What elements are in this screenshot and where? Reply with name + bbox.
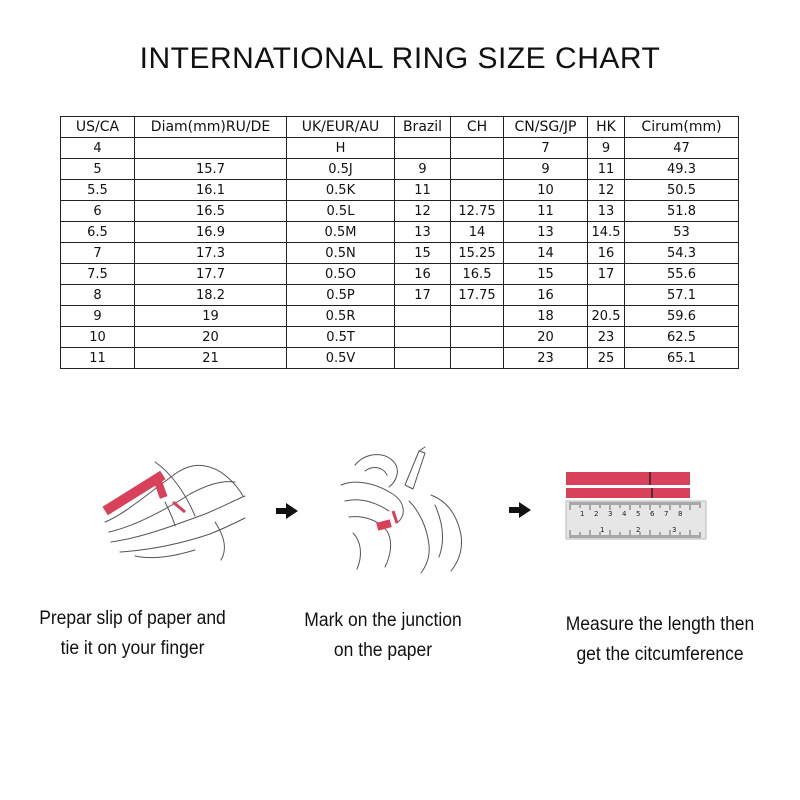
column-header: Brazil (395, 117, 451, 138)
ruler-number: 3 (608, 510, 613, 518)
step-2-caption (286, 606, 479, 666)
table-cell: 7 (504, 138, 588, 159)
step-1-caption-line2: tie it on your finger (60, 638, 205, 659)
step-1-caption-line1: Prepar slip of paper and (39, 608, 226, 629)
page-title: INTERNATIONAL RING SIZE CHART (139, 42, 661, 75)
table-cell: 12 (588, 180, 625, 201)
table-cell: 16.1 (135, 180, 287, 201)
ruler-number: 2 (636, 526, 641, 534)
table-cell: 47 (625, 138, 739, 159)
table-cell: 20.5 (588, 306, 625, 327)
step-1-caption (20, 604, 245, 664)
hand-marking-paper-icon (335, 445, 485, 575)
table-cell: 0.5T (287, 327, 395, 348)
table-cell: 17.7 (135, 264, 287, 285)
table-cell: 57.1 (625, 285, 739, 306)
table-cell: H (287, 138, 395, 159)
table-cell: 7.5 (61, 264, 135, 285)
table-cell: 14 (451, 222, 504, 243)
table-cell: 0.5R (287, 306, 395, 327)
arrow-right-icon (275, 502, 299, 520)
column-header: Cirum(mm) (625, 117, 739, 138)
table-cell: 50.5 (625, 180, 739, 201)
table-cell: 5.5 (61, 180, 135, 201)
table-cell: 15 (504, 264, 588, 285)
table-cell: 4 (61, 138, 135, 159)
table-cell: 25 (588, 348, 625, 369)
column-header: US/CA (61, 117, 135, 138)
table-cell: 0.5O (287, 264, 395, 285)
paper-strip-and-ruler-icon (560, 468, 710, 548)
step-3-caption-line1: Measure the length then (565, 614, 755, 635)
arrow-right-icon (508, 501, 532, 519)
column-header: HK (588, 117, 625, 138)
table-cell: 21 (135, 348, 287, 369)
table-cell: 7 (61, 243, 135, 264)
table-cell: 14.5 (588, 222, 625, 243)
table-cell: 15.7 (135, 159, 287, 180)
table-cell: 55.6 (625, 264, 739, 285)
ruler-number: 1 (580, 510, 585, 518)
table-cell: 54.3 (625, 243, 739, 264)
table-cell: 15.25 (451, 243, 504, 264)
table-cell: 20 (135, 327, 287, 348)
table-cell: 18 (504, 306, 588, 327)
table-cell: 23 (588, 327, 625, 348)
table-cell: 6 (61, 201, 135, 222)
table-cell: 16.5 (451, 264, 504, 285)
table-cell: 11 (61, 348, 135, 369)
table-cell: 17.75 (451, 285, 504, 306)
ruler-number: 7 (664, 510, 669, 518)
table-cell: 59.6 (625, 306, 739, 327)
table-cell: 16.5 (135, 201, 287, 222)
table-cell: 65.1 (625, 348, 739, 369)
table-cell: 0.5K (287, 180, 395, 201)
table-cell: 0.5L (287, 201, 395, 222)
table-cell: 12.75 (451, 201, 504, 222)
table-cell: 16 (588, 243, 625, 264)
table-cell: 15 (395, 243, 451, 264)
table-cell: 51.8 (625, 201, 739, 222)
ruler-number: 4 (622, 510, 627, 518)
table-cell: 17 (395, 285, 451, 306)
table-cell: 9 (395, 159, 451, 180)
table-cell: 12 (395, 201, 451, 222)
table-cell: 14 (504, 243, 588, 264)
table-cell: 0.5M (287, 222, 395, 243)
table-cell: 10 (504, 180, 588, 201)
table-cell: 17 (588, 264, 625, 285)
table-cell: 13 (588, 201, 625, 222)
table-cell: 9 (588, 138, 625, 159)
table-cell: 19 (135, 306, 287, 327)
table-cell: 62.5 (625, 327, 739, 348)
table-cell: 11 (395, 180, 451, 201)
table-cell: 9 (504, 159, 588, 180)
hand-with-paper-strip-icon (95, 452, 255, 562)
table-cell: 10 (61, 327, 135, 348)
column-header: UK/EUR/AU (287, 117, 395, 138)
ruler-number: 1 (600, 526, 605, 534)
table-cell: 16 (395, 264, 451, 285)
step-2-caption-line2: on the paper (333, 640, 433, 661)
table-cell: 17.3 (135, 243, 287, 264)
column-header: CN/SG/JP (504, 117, 588, 138)
table-cell: 13 (504, 222, 588, 243)
table-cell: 5 (61, 159, 135, 180)
table-cell: 0.5V (287, 348, 395, 369)
ruler-number: 8 (678, 510, 683, 518)
step-3-caption-line2: get the citcumference (576, 644, 744, 665)
table-cell: 0.5N (287, 243, 395, 264)
table-cell: 49.3 (625, 159, 739, 180)
step-3-caption (550, 610, 771, 670)
table-cell: 13 (395, 222, 451, 243)
table-cell: 0.5J (287, 159, 395, 180)
table-cell: 9 (61, 306, 135, 327)
table-cell: 8 (61, 285, 135, 306)
table-cell: 16 (504, 285, 588, 306)
table-cell: 6.5 (61, 222, 135, 243)
column-header: CH (451, 117, 504, 138)
table-cell: 16.9 (135, 222, 287, 243)
step-2-caption-line1: Mark on the junction (304, 610, 462, 631)
ruler-number: 2 (594, 510, 599, 518)
ruler-number: 5 (636, 510, 641, 518)
table-cell: 53 (625, 222, 739, 243)
table-cell: 11 (504, 201, 588, 222)
ruler-number: 3 (672, 526, 677, 534)
ruler-number: 6 (650, 510, 655, 518)
table-cell: 0.5P (287, 285, 395, 306)
table-cell: 18.2 (135, 285, 287, 306)
column-header: Diam(mm)RU/DE (135, 117, 287, 138)
table-cell: 20 (504, 327, 588, 348)
table-cell: 23 (504, 348, 588, 369)
table-cell: 11 (588, 159, 625, 180)
